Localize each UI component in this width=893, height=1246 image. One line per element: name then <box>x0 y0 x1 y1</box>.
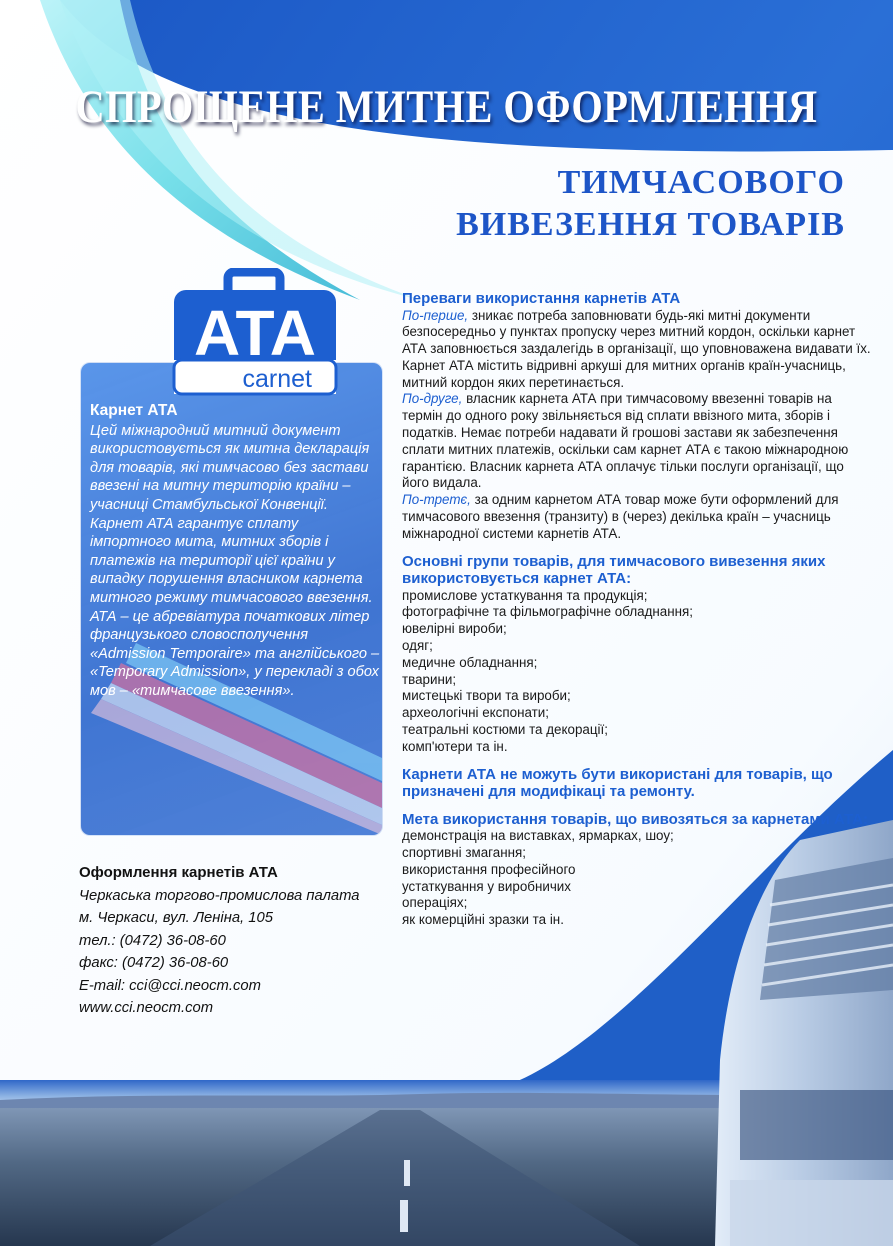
contacts-address: м. Черкаси, вул. Леніна, 105 <box>79 910 273 926</box>
contacts-phone: тел.: (0472) 36-08-60 <box>79 932 226 949</box>
advantage-third <box>402 492 872 542</box>
carnet-description <box>90 402 382 701</box>
carnet-paragraph-2: Карнет АТА гарантує сплату імпортного мита, митних зборів і платежів на території цієї країни у випадку порушення власником карнета митного режиму тимчасового ввезення. <box>90 515 373 606</box>
subtitle-line-1: ТИМЧАСОВОГО <box>557 164 845 201</box>
ata-carnet-logo <box>170 268 340 396</box>
contacts-block <box>79 862 389 1020</box>
restriction-heading: Карнети АТА не можуть бути використані для товарів, що призначені для модифікаці та ремонту. <box>402 765 833 801</box>
list-item: використання професійного <box>402 861 576 877</box>
list-item: спортивні змагання; <box>402 844 526 860</box>
list-item: промислове устаткування та продукція; <box>402 587 648 603</box>
list-item: мистецькі твори та вироби; <box>402 688 571 704</box>
carnet-paragraph-3: АТА – це абревіатура початкових літер французького словосполучення «Admission Temporaire» та англійського – «Temporary Admission», у перекладі з обох мов – «тимчасове ввезення». <box>90 608 380 699</box>
advantage-second-lead: По-друге, <box>402 391 463 407</box>
list-item: комп'ютери та ін. <box>402 738 508 754</box>
advantage-third-text: за одним карнетом АТА товар може бути оформлений для тимчасового ввезення (транзиту) в (через) декілька країн – учасниць міжнародної системи карнетів АТА. <box>402 492 839 541</box>
list-item: як комерційні зразки та ін. <box>402 912 564 928</box>
list-item: археологічні експонати; <box>402 705 549 721</box>
page-subtitle <box>456 162 845 246</box>
contacts-heading: Оформлення карнетів АТА <box>79 864 278 881</box>
purpose-list <box>402 828 872 929</box>
subtitle-line-2: ВИВЕЗЕННЯ ТОВАРІВ <box>456 206 845 243</box>
list-item: устаткування у виробничих <box>402 878 571 894</box>
list-item: демонстрація на виставках, ярмарках, шоу; <box>402 828 674 844</box>
list-item: театральні костюми та декорації; <box>402 722 608 738</box>
advantage-first-text: зникає потреба заповнювати будь-які митні документи безпосередньо у пунктах пропуску через митний кордон, оскільки карнет АТА заповнюється заздалегідь в організації, що уповноважена видавати їх. Карнет АТА містить відривні аркуші для митних органів країн-учасниць, митний кордон яких перетинається. <box>402 307 871 390</box>
advantage-second <box>402 391 872 492</box>
list-item: тварини; <box>402 671 457 687</box>
contacts-fax: факс: (0472) 36-08-60 <box>79 955 229 971</box>
list-item: фотографічне та фільмографічне обладнання; <box>402 604 693 620</box>
goods-groups-heading: Основні групи товарів, для тимчасового вивезення яких використовується карнет АТА: <box>402 552 826 588</box>
list-item: медичне обладнання; <box>402 654 538 670</box>
carnet-paragraph-1: Цей міжнародний митний документ використовується як митна декларація для товарів, які тимчасово без застави ввезені на митну територію країни – учасниці Стамбульської Конвенції. <box>90 422 370 513</box>
contacts-website: www.cci.neocm.com <box>79 1000 214 1016</box>
contacts-email: E-mail: cci@cci.neocm.com <box>79 977 261 994</box>
list-item: операціях; <box>402 895 468 911</box>
advantage-third-lead: По-третє, <box>402 492 471 508</box>
advantage-second-text: власник карнета АТА при тимчасовому ввезенні товарів на термін до одного року звільняється від сплати ввізного мита, зборів і податків. Немає потреби надавати й грошові застави як забезпечення сплати митних платежів, оскільки сам карнет АТА є такою міжнародною гарантією. Власник карнета АТА оплачує тільки послуги організації, що його видала. <box>402 391 849 491</box>
list-item: одяг; <box>402 638 433 654</box>
purpose-heading: Мета використання товарів, що вивозяться за карнетами АТА: <box>402 810 868 828</box>
main-content <box>402 290 872 929</box>
contacts-organization: Черкаська торгово-промислова палата <box>79 887 360 904</box>
advantage-first <box>402 308 872 392</box>
carnet-heading: Карнет АТА <box>90 402 178 419</box>
advantage-first-lead: По-перше, <box>402 307 469 323</box>
logo-word-text: carnet <box>242 365 312 393</box>
page-title: СПРОЩЕНЕ МИТНЕ ОФОРМЛЕННЯ <box>75 81 818 133</box>
goods-groups-list <box>402 588 872 756</box>
advantages-heading: Переваги використання карнетів АТА <box>402 290 681 307</box>
logo-brand-text: ATA <box>193 297 317 369</box>
list-item: ювелірні вироби; <box>402 621 507 637</box>
